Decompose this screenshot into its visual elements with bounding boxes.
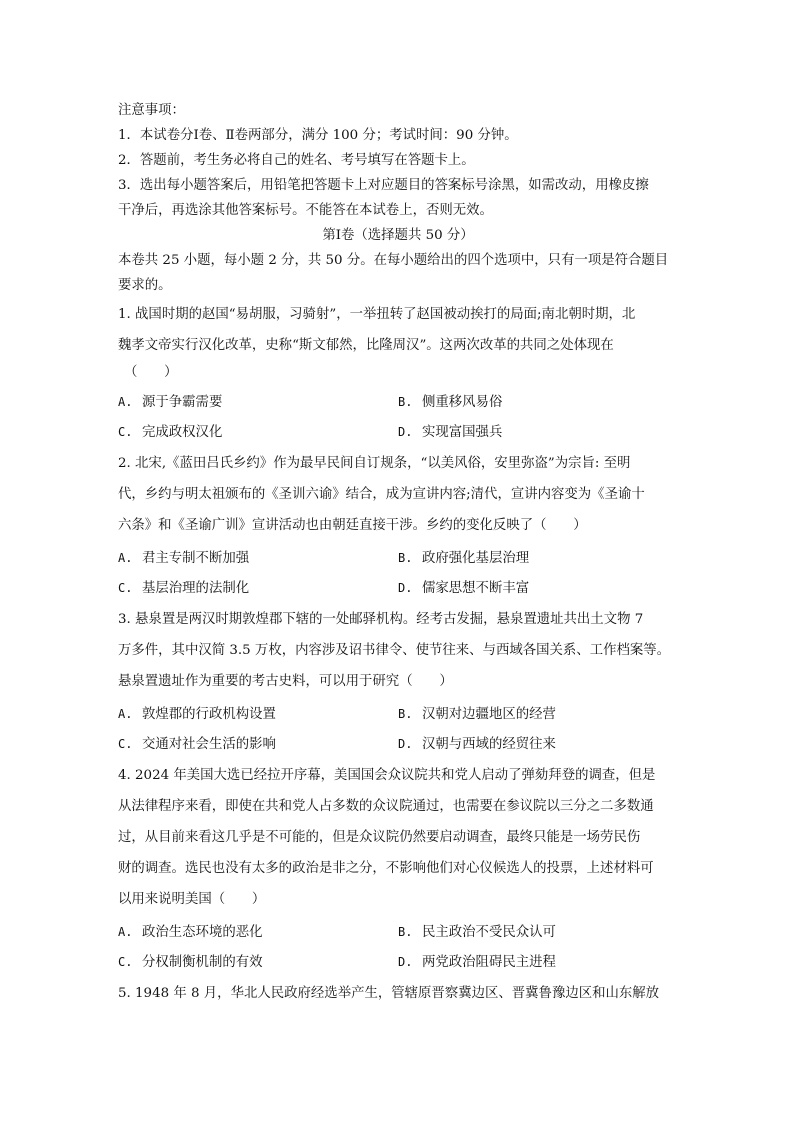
question-5 <box>118 981 678 1006</box>
question-3-line-2: 万多件，其中汉简 3.5 万枚，内容涉及诏书律令、使节往来、与西域各国关系、工作档案等。 <box>118 643 671 658</box>
notice-item-1: 1．本试卷分Ⅰ卷、Ⅱ卷两部分，满分 100 分；考试时间：90 分钟。 <box>118 128 518 143</box>
question-3-option-a[interactable]: A. 敦煌郡的行政机构设置 <box>118 707 276 722</box>
question-1-answer-bracket: （ ） <box>124 365 178 380</box>
question-1-option-c[interactable]: C. 完成政权汉化 <box>118 425 223 440</box>
question-2-line-3: 六条》和《圣谕广训》宣讲活动也由朝廷直接干涉。乡约的变化反映了（ ） <box>118 518 587 533</box>
question-1-option-b[interactable]: B. 侧重移风易俗 <box>398 395 503 410</box>
question-1-line-1: 1. 战国时期的赵国“易胡服，习骑射”，一举扭转了赵国被动挨打的局面;南北朝时期，北 <box>118 307 636 322</box>
question-4-option-d[interactable]: D. 两党政治阻碍民主进程 <box>398 955 556 970</box>
question-2 <box>118 451 678 601</box>
question-1-option-d[interactable]: D. 实现富国强兵 <box>398 425 503 440</box>
question-1-line-2: 魏孝文帝实行汉化改革，史称“斯文郁然，比隆周汉”。这两次改革的共同之处体现在 <box>118 338 614 353</box>
section-intro-line-2: 要求的。 <box>118 278 172 293</box>
question-5-line-1: 5. 1948 年 8 月，华北人民政府经选举产生，管辖原晋察冀边区、晋冀鲁豫边区和山东解放 <box>118 986 660 1001</box>
question-4-line-1: 4. 2024 年美国大选已经拉开序幕，美国国会众议院共和党人启动了弹劾拜登的调查，但是 <box>118 768 656 783</box>
notice-item-3: 3．选出每小题答案后，用铅笔把答题卡上对应题目的答案标号涂黑，如需改动，用橡皮擦 <box>118 178 649 193</box>
section-title: 第Ⅰ卷（选择题共 50 分） <box>322 228 474 243</box>
exam-page <box>118 98 678 1006</box>
question-3-option-b[interactable]: B. 汉朝对边疆地区的经营 <box>398 707 556 722</box>
notice-title: 注意事项： <box>118 103 185 118</box>
question-3-line-1: 3. 悬泉置是两汉时期敦煌郡下辖的一处邮驿机构。经考古发掘，悬泉置遗址共出土文物 7 <box>118 612 644 627</box>
question-2-option-a[interactable]: A. 君主专制不断加强 <box>118 551 250 566</box>
question-4 <box>118 763 678 975</box>
question-4-option-a[interactable]: A. 政治生态环境的恶化 <box>118 925 263 940</box>
question-4-line-5: 以用来说明美国（ ） <box>118 892 266 907</box>
question-3-option-d[interactable]: D. 汉朝与西域的经贸往来 <box>398 737 556 752</box>
question-1-option-a[interactable]: A. 源于争霸需要 <box>118 395 223 410</box>
notice-item-3-cont: 干净后，再选涂其他答案标号。不能答在本试卷上，否则无效。 <box>118 203 493 218</box>
question-4-option-b[interactable]: B. 民主政治不受民众认可 <box>398 925 556 940</box>
question-4-line-4: 财的调查。选民也没有太多的政治是非之分，不影响他们对心仪候选人的投票，上述材料可 <box>118 861 654 876</box>
question-2-option-b[interactable]: B. 政府强化基层治理 <box>398 551 530 566</box>
question-4-line-2: 从法律程序来看，即使在共和党人占多数的众议院通过，也需要在参议院以三分之二多数通 <box>118 799 654 814</box>
question-3 <box>118 607 678 757</box>
question-2-option-c[interactable]: C. 基层治理的法制化 <box>118 581 250 596</box>
question-4-option-c[interactable]: C. 分权制衡机制的有效 <box>118 955 263 970</box>
question-3-line-3: 悬泉置遗址作为重要的考古史料，可以用于研究（ ） <box>118 674 453 689</box>
question-1 <box>118 302 678 445</box>
question-2-line-2: 代，乡约与明太祖颁布的《圣训六谕》结合，成为宣讲内容;清代，宣讲内容变为《圣谕十 <box>118 487 645 502</box>
question-2-option-d[interactable]: D. 儒家思想不断丰富 <box>398 581 530 596</box>
question-2-line-1: 2. 北宋,《蓝田吕氏乡约》作为最早民间自订规条，“以美风俗，安里弥盗”为宗旨: 至明 <box>118 456 631 471</box>
question-3-option-c[interactable]: C. 交通对社会生活的影响 <box>118 737 276 752</box>
question-4-line-3: 过，从目前来看这几乎是不可能的，但是众议院仍然要启动调查，最终只能是一场劳民伤 <box>118 830 641 845</box>
section-intro-line-1: 本卷共 25 小题，每小题 2 分，共 50 分。在每小题给出的四个选项中，只有一项是符合题目 <box>118 253 669 268</box>
notice-item-2: 2．答题前，考生务必将自己的姓名、考号填写在答题卡上。 <box>118 153 475 168</box>
